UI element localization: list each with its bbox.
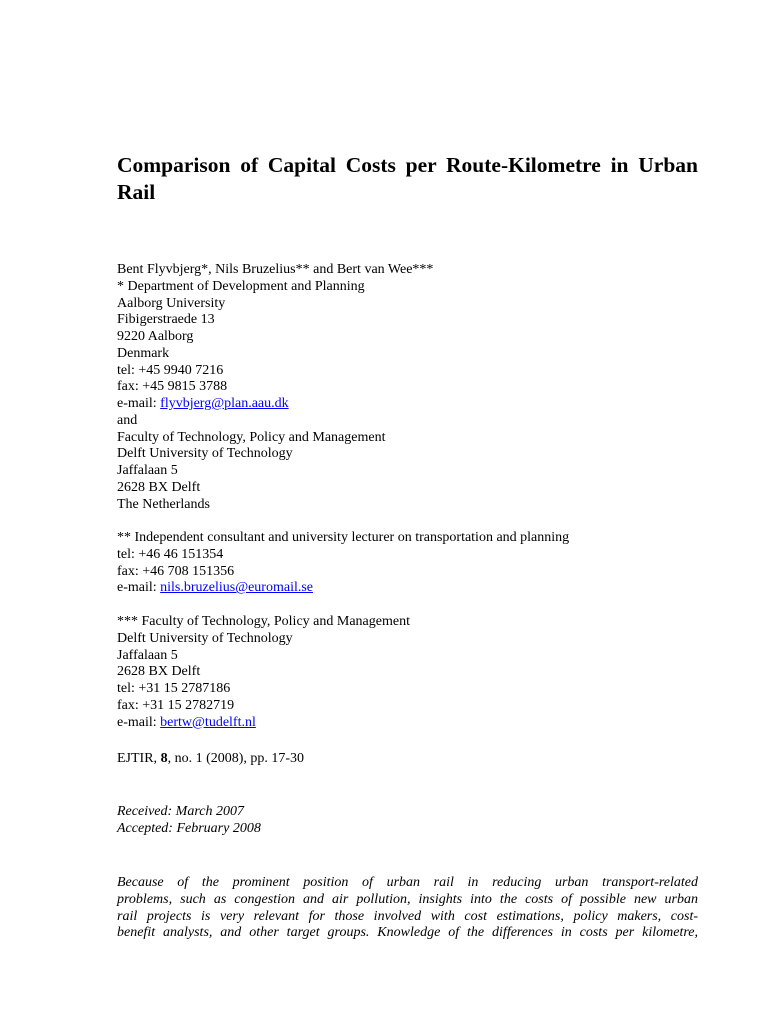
affiliation-3-block — [117, 614, 698, 731]
affiliation-1-tel: tel: +45 9940 7216 — [117, 362, 224, 378]
received-date: Received: March 2007 — [117, 804, 244, 819]
affiliation-1-line-1: * Department of Development and Planning — [117, 278, 365, 294]
affiliation-1-line-4: 9220 Aalborg — [117, 329, 194, 344]
email-link-vanwee[interactable]: bertw@tudelft.nl — [160, 714, 256, 730]
journal-volume: 8 — [160, 751, 168, 766]
abstract-line: benefit analysts, and other target groups. Knowledge of the differences in costs per kilometre, — [117, 925, 698, 941]
author-block — [117, 262, 698, 513]
affiliation-3-line-2: Delft University of Technology — [117, 630, 293, 646]
author-list: Bent Flyvbjerg*, Nils Bruzelius** and Bert van Wee*** — [117, 262, 434, 277]
affiliation-2-line-1: ** Independent consultant and university lecturer on transportation and planning — [117, 530, 570, 545]
abstract — [117, 875, 698, 942]
affiliation-2-block — [117, 530, 698, 597]
citation-block — [117, 751, 698, 768]
accepted-date: Accepted: February 2008 — [117, 820, 261, 836]
affiliation-1-line-2: Aalborg University — [117, 295, 226, 311]
affiliation-1-line-6: Faculty of Technology, Policy and Management — [117, 429, 386, 445]
affiliation-2-tel: tel: +46 46 151354 — [117, 546, 224, 562]
abstract-line: problems, such as congestion and air pollution, insights into the costs of possible new urban — [117, 891, 698, 907]
affiliation-1-and: and — [117, 412, 138, 428]
affiliation-3-line-1: *** Faculty of Technology, Policy and Management — [117, 614, 410, 629]
email-prefix: e-mail: — [117, 396, 161, 411]
affiliation-3-line-4: 2628 BX Delft — [117, 664, 201, 680]
affiliation-1-line-8: Jaffalaan 5 — [117, 463, 178, 478]
email-link-flyvbjerg[interactable]: flyvbjerg@plan.aau.dk — [160, 396, 289, 411]
journal-name: EJTIR, — [117, 751, 161, 766]
affiliation-3-tel: tel: +31 15 2787186 — [117, 681, 231, 696]
abstract-line: Because of the prominent position of urban rail in reducing urban transport-related — [117, 875, 698, 890]
affiliation-3-fax: fax: +31 15 2782719 — [117, 697, 235, 713]
journal-citation — [117, 751, 698, 768]
journal-issue-pages: , no. 1 (2008), pp. 17-30 — [167, 751, 305, 766]
affiliation-1-line-3: Fibigerstraede 13 — [117, 312, 215, 328]
affiliation-1-line-9: 2628 BX Delft — [117, 479, 201, 495]
email-prefix: e-mail: — [117, 580, 161, 596]
paper-title: Comparison of Capital Costs per Route-Kilometre in Urban Rail — [117, 153, 698, 204]
abstract-line: rail projects is very relevant for those involved with cost estimations, policy makers, cost- — [117, 908, 698, 924]
email-prefix: e-mail: — [117, 714, 161, 730]
affiliation-1-email-line — [117, 396, 698, 413]
affiliation-1-line-5: Denmark — [117, 345, 170, 361]
affiliation-2-fax: fax: +46 708 151356 — [117, 563, 235, 579]
dates-block — [117, 804, 698, 838]
affiliation-3-email-line — [117, 715, 698, 732]
affiliation-1-line-7: Delft University of Technology — [117, 446, 293, 462]
affiliation-1-line-10: The Netherlands — [117, 496, 210, 512]
affiliation-2-email-line — [117, 580, 698, 597]
affiliation-1-fax: fax: +45 9815 3788 — [117, 379, 228, 395]
affiliation-3-line-3: Jaffalaan 5 — [117, 647, 178, 663]
email-link-bruzelius[interactable]: nils.bruzelius@euromail.se — [160, 580, 314, 596]
